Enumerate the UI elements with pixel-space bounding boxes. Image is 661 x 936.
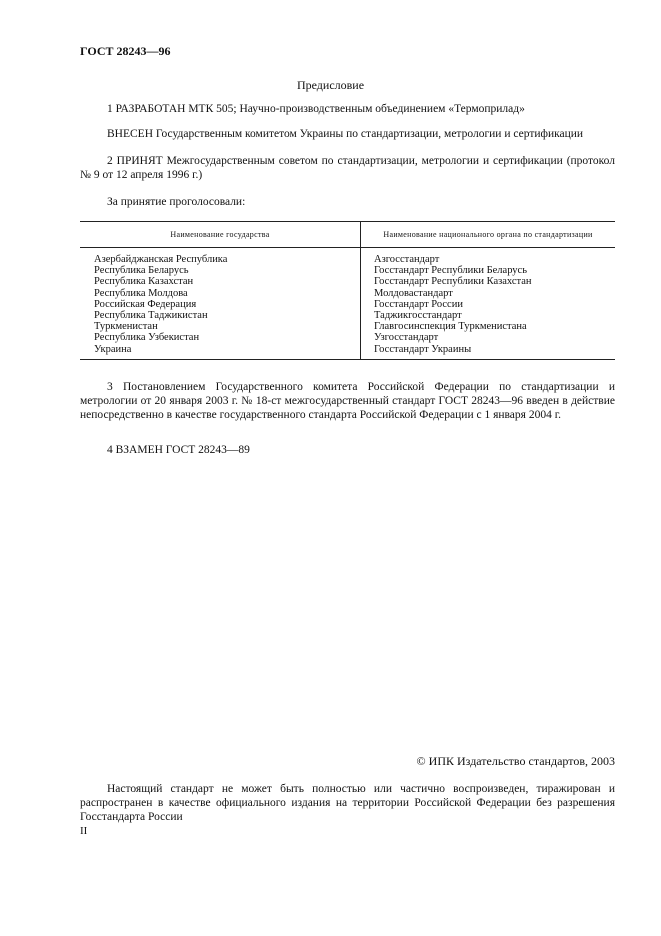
document-code: ГОСТ 28243—96 xyxy=(80,44,171,58)
paragraph-voted: За принятие проголосовали: xyxy=(107,196,246,208)
copyright-notice: © ИПК Издательство стандартов, 2003 xyxy=(416,754,615,768)
state-list xyxy=(80,248,361,360)
standards-body-name: Азгосстандарт xyxy=(374,254,440,265)
state-name: Республика Молдова xyxy=(94,287,188,299)
standards-body-name: Главгосинспекция Туркменистана xyxy=(374,321,527,333)
page-number: II xyxy=(80,825,88,837)
table-row xyxy=(80,248,615,360)
standards-body-name: Таджикгосстандарт xyxy=(374,310,462,322)
state-name: Республика Таджикистан xyxy=(94,310,208,322)
table-header-state: Наименование государства xyxy=(80,222,361,248)
paragraph-introduced: ВНЕСЕН Государственным комитетом Украины по стандартизации, метрологии и сертификации xyxy=(107,128,584,140)
standards-body-name: Госстандарт Республики Казахстан xyxy=(374,276,532,288)
table-header-body: Наименование национального органа по стандартизации xyxy=(361,222,616,248)
paragraph-enacted: 3 Постановлением Государственного комитета Российской Федерации по стандартизации и метрологии от 20 января 2003 г. № 18-ст межгосударственный стандарт ГОСТ 28243—96 введен в действие непосредственно в качестве государственного стандарта Российской Федерации с 1 января 2004 г. xyxy=(80,381,615,421)
standards-body-name: Госстандарт Украины xyxy=(374,343,472,355)
state-name: Туркменистан xyxy=(94,321,158,333)
state-name: Азербайджанская Республика xyxy=(94,254,228,265)
standards-body-name: Госстандарт России xyxy=(374,298,463,310)
standards-body-name: Молдовастандарт xyxy=(374,287,453,299)
standards-body-name: Госстандарт Республики Беларусь xyxy=(374,265,528,277)
state-name: Республика Узбекистан xyxy=(94,332,200,344)
state-name: Украина xyxy=(94,343,132,355)
standards-body-name: Узгосстандарт xyxy=(374,332,439,344)
voting-table xyxy=(80,221,615,360)
section-title: Предисловие xyxy=(296,78,365,92)
state-name: Республика Казахстан xyxy=(94,276,194,288)
standards-body-list xyxy=(361,248,616,360)
reproduction-notice: Настоящий стандарт не может быть полностью или частично воспроизведен, тиражирован и распространен в качестве официального издания на территории Российской Федерации без разрешения Госстандарта России xyxy=(80,783,615,823)
paragraph-adopted: 2 ПРИНЯТ Межгосударственным советом по стандартизации, метрологии и сертификации (протокол № 9 от 12 апреля 1996 г.) xyxy=(80,155,615,181)
paragraph-replaces: 4 ВЗАМЕН ГОСТ 28243—89 xyxy=(107,444,250,456)
state-name: Российская Федерация xyxy=(94,298,197,310)
paragraph-developed: 1 РАЗРАБОТАН МТК 505; Научно-производственным объединением «Термоприлад» xyxy=(107,103,525,115)
state-name: Республика Беларусь xyxy=(94,265,189,277)
